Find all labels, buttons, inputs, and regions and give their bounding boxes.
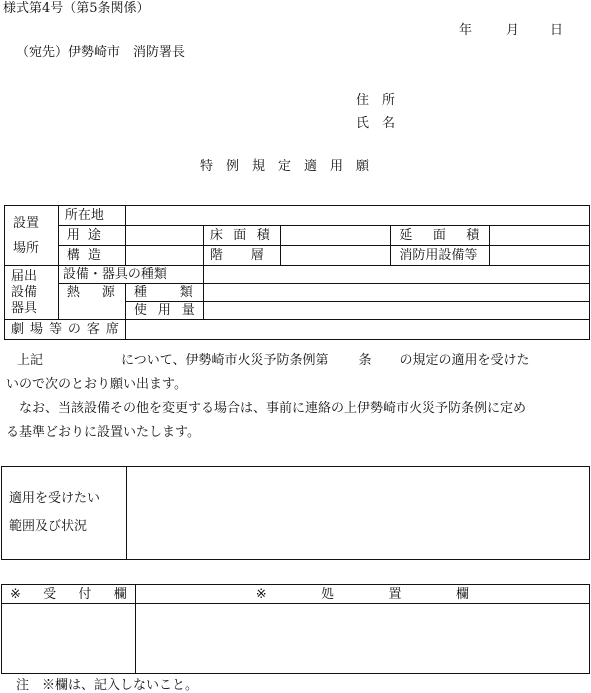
processing-value [135,604,589,674]
stories-value [280,246,391,266]
applicant-name-label: 氏 名 [356,116,396,131]
footnote: 注 ※欄は、記入しないこと。 [16,678,199,693]
paragraph-1-line-1: 上記 について、伊勢崎市火災予防条例第 条 の規定の適用を受けた [17,353,530,368]
reception-header: ※ 受 付 欄 [2,585,136,604]
notified-label-2: 設備 [11,284,38,300]
structure-value [125,246,203,266]
addressee: （宛先）伊勢崎市 消防署長 [16,45,186,60]
equipment-type-label: 設備・器具の種類 [58,266,203,284]
floor-area-label: 床 面 積 [203,226,280,246]
scope-label-1: 適用を受けたい [9,491,101,506]
info-table [4,205,590,340]
notified-label-3: 器具 [11,300,38,316]
equipment-type-value [203,266,589,284]
paragraph-1-line-2: いので次のとおり願い出ます。 [6,377,187,392]
stories-label: 階 層 [203,246,280,266]
total-area-label: 延 面 積 [391,226,490,246]
heat-source-label: 熱 源 [58,284,125,320]
reception-value [2,604,136,674]
date-year-label: 年 [459,23,473,38]
total-area-value [490,226,590,246]
usage-label: 使 用 量 [125,302,203,320]
applicant-address-label: 住 所 [356,93,396,108]
date-month-label: 月 [506,23,520,38]
theater-seats-label: 劇 場 等 の 客 席 [5,320,126,340]
fire-equipment-label: 消防用設備等 [391,246,490,266]
use-value [125,226,203,246]
floor-area-value [280,226,391,246]
use-label: 用 途 [58,226,125,246]
kind-value [203,284,589,302]
form-number: 様式第4号（第5条関係） [3,1,150,16]
installation-place-label-1: 設置 [13,215,40,231]
paragraph-2-line-1: なお、当該設備その他を変更する場合は、事前に連絡の上伊勢崎市火災予防条例に定め [19,401,527,416]
scope-value [126,467,589,560]
installation-place-label-2: 場所 [13,240,40,256]
date-day-label: 日 [550,23,564,38]
theater-seats-value [125,320,589,340]
notified-label-1: 届出 [11,268,38,284]
location-value [125,206,589,226]
kind-label: 種 類 [125,284,203,302]
fire-equipment-value [490,246,590,266]
scope-table [1,466,590,560]
office-use-table [1,584,590,674]
usage-value [203,302,589,320]
notified-equipment-cell [5,266,59,320]
scope-label-cell [2,467,127,560]
structure-label: 構 造 [58,246,125,266]
document-title: 特 例 規 定 適 用 願 [200,159,370,174]
processing-header: ※ 処 置 欄 [135,585,589,604]
location-label: 所在地 [58,206,125,226]
scope-label-2: 範囲及び状況 [9,519,88,534]
installation-place-cell [5,206,59,266]
paragraph-2-line-2: る基準どおりに設置いたします。 [6,425,200,440]
